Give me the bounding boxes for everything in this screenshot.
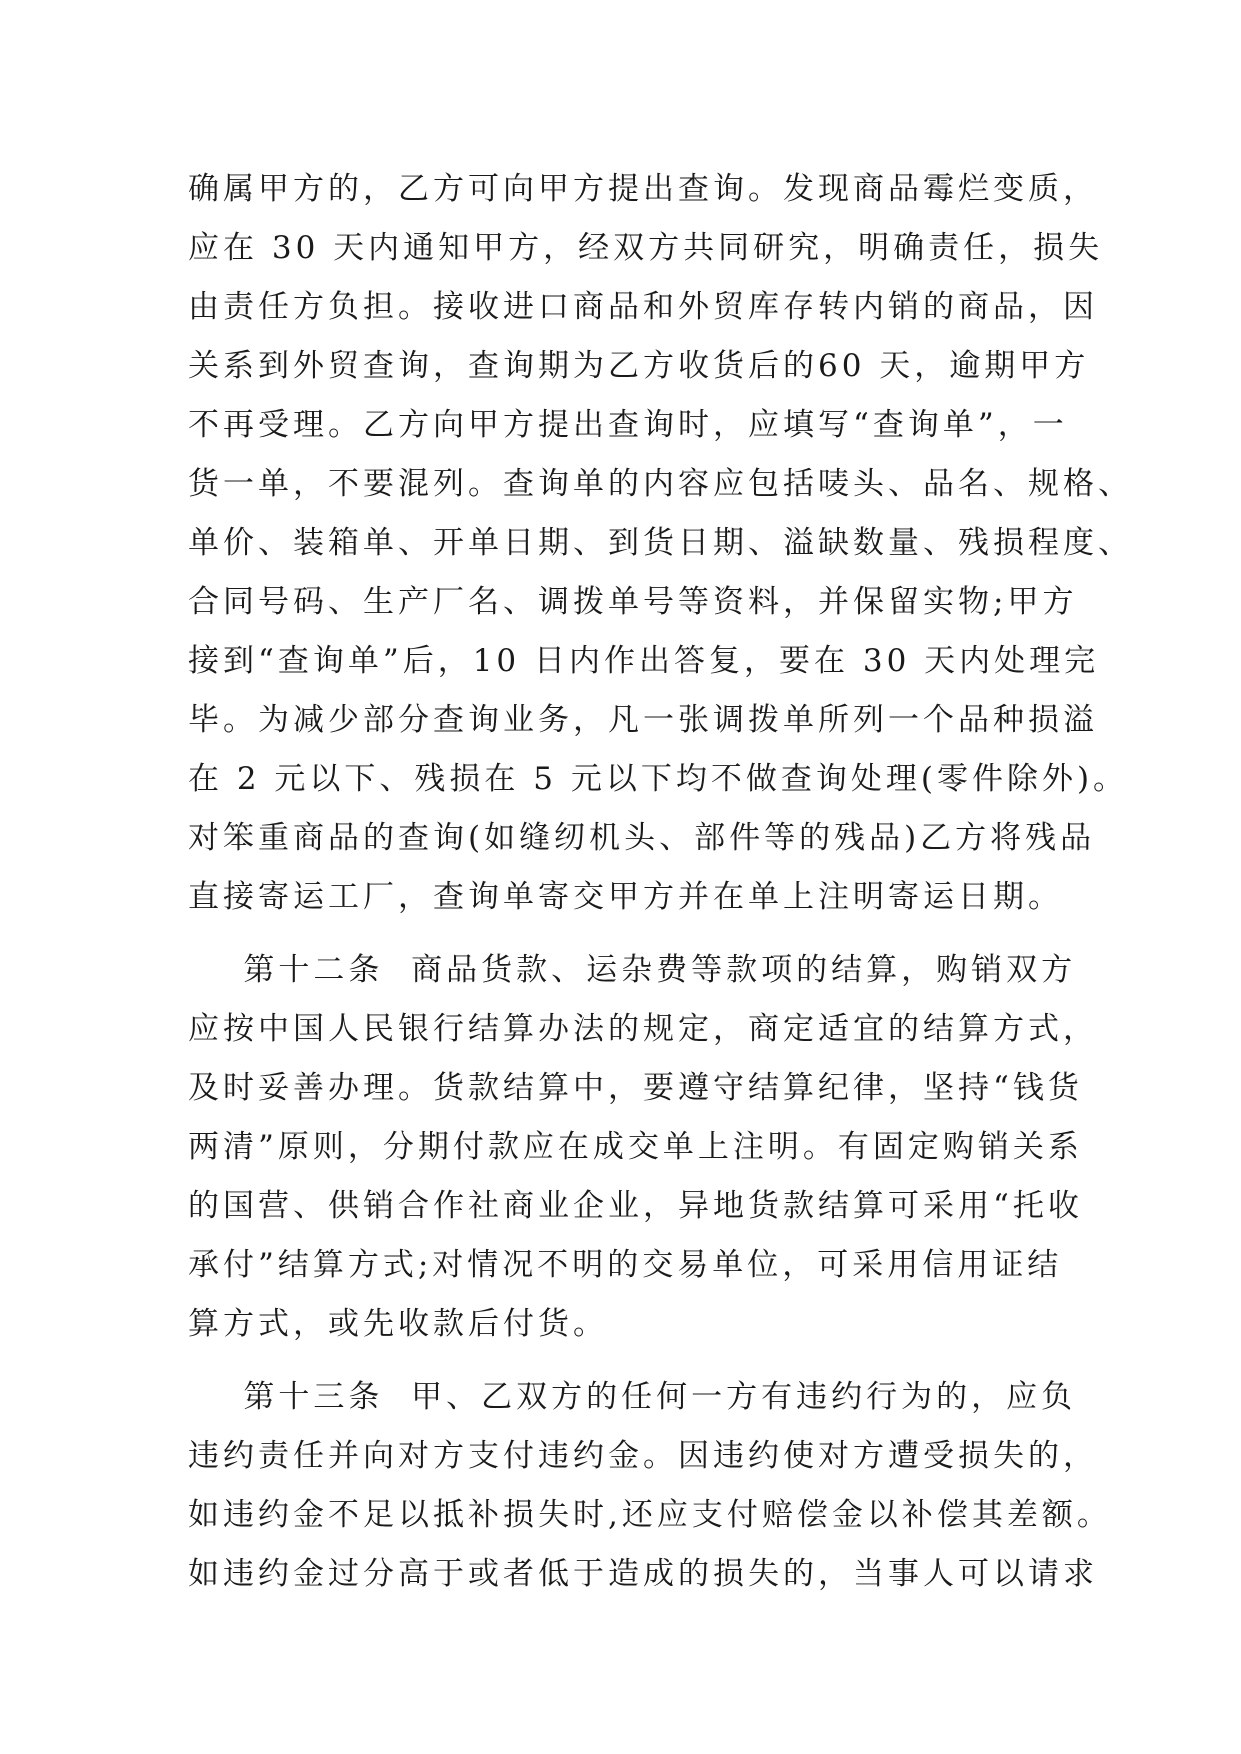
text-line: 由责任方负担。接收进口商品和外贸库存转内销的商品，因 [188,289,1098,325]
text-line: 关系到外贸查询，查询期为乙方收货后的60 天，逾期甲方 [188,348,1090,384]
text-line: 第十二条 商品货款、运杂费等款项的结算，购销双方 [188,952,1077,988]
paragraph-article-13 [188,1368,1112,1604]
text-line: 两清”原则，分期付款应在成交单上注明。有固定购销关系 [188,1129,1083,1165]
text-line: 承付”结算方式;对情况不明的交易单位，可采用信用证结 [188,1247,1063,1283]
text-line: 合同号码、生产厂名、调拨单号等资料，并保留实物;甲方 [188,584,1078,620]
text-line: 算方式，或先收款后付货。 [188,1306,608,1342]
text-line: 单价、装箱单、开单日期、到货日期、溢缺数量、残损程度、 [188,525,1133,561]
text-line: 直接寄运工厂，查询单寄交甲方并在单上注明寄运日期。 [188,879,1063,915]
text-line: 的国营、供销合作社商业企业，异地货款结算可采用“托收 [188,1188,1083,1224]
text-line: 如违约金过分高于或者低于造成的损失的，当事人可以请求 [188,1556,1098,1592]
text-line: 毕。为减少部分查询业务，凡一张调拨单所列一个品种损溢 [188,702,1098,738]
text-line: 确属甲方的，乙方可向甲方提出查询。发现商品霉烂变质， [188,171,1098,207]
text-line: 违约责任并向对方支付违约金。因违约使对方遭受损失的， [188,1438,1098,1474]
text-line: 应在 30 天内通知甲方，经双方共同研究，明确责任，损失 [188,230,1104,266]
paragraph-spacing [188,927,1068,941]
text-line: 如违约金不足以抵补损失时,还应支付赔偿金以补偿其差额。 [188,1497,1112,1533]
text-line: 在 2 元以下、残损在 5 元以下均不做查询处理(零件除外)。 [188,761,1129,797]
paragraph-article-12 [188,941,1098,1354]
text-line: 应按中国人民银行结算办法的规定，商定适宜的结算方式， [188,1011,1098,1047]
text-line: 接到“查询单”后，10 日内作出答复，要在 30 天内处理完 [188,643,1100,679]
text-line: 对笨重商品的查询(如缝纫机头、部件等的残品)乙方将残品 [188,820,1096,856]
paragraph-inquiry-procedure [188,160,1133,927]
text-line: 及时妥善办理。货款结算中，要遵守结算纪律，坚持“钱货 [188,1070,1083,1106]
text-line: 第十三条 甲、乙双方的任何一方有违约行为的，应负 [188,1379,1077,1415]
document-body [188,160,1133,1604]
paragraph-spacing [188,1354,1068,1368]
text-line: 不再受理。乙方向甲方提出查询时，应填写“查询单”，一 [188,407,1068,443]
text-line: 货一单，不要混列。查询单的内容应包括唛头、品名、规格、 [188,466,1133,502]
